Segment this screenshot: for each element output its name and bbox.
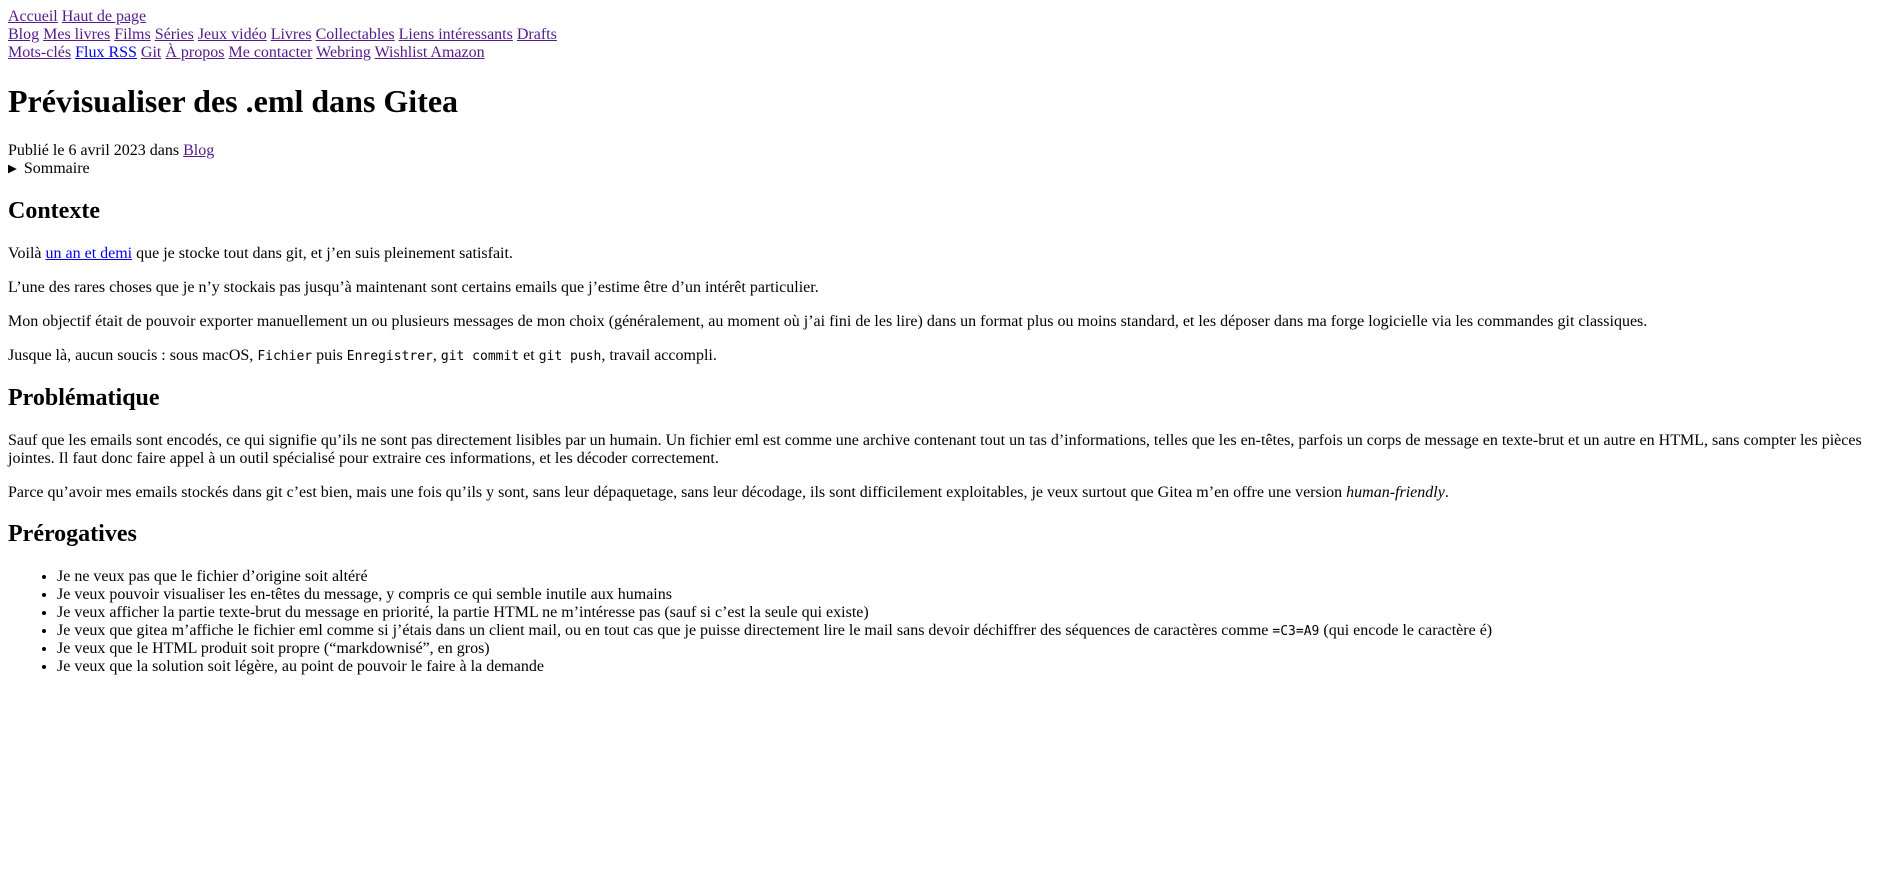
section-prerogatives [8, 521, 1869, 676]
nav-link-mes-livres[interactable]: Mes livres [43, 26, 111, 43]
text-run: Sauf que les emails sont encodés, ce qui signifie qu’ils ne sont pas directement lisibles par un humain. Un fichier eml est comme une archive contenant tout un tas d’informations, telles que les en-têtes, parfois un corps de message en texte-brut et un autre en HTML, sans compter les pièces jointes. Il faut donc faire appel à un outil spécialisé pour extraire ces informations, et les décoder correctement. [8, 431, 1862, 467]
text-run: Je veux que gitea m’affiche le fichier eml comme si j’étais dans un client mail, ou en tout cas que je puisse directement lire le mail sans devoir déchiffrer des séquences de caractères comme [57, 622, 1273, 640]
text-run: Mon objectif était de pouvoir exporter manuellement un ou plusieurs messages de mon choix (généralement, au moment où j’ai fini de les lire) dans un format plus ou moins standard, et les déposer dans ma forge logicielle via les commandes git classiques. [8, 312, 1648, 330]
text-run: , [432, 346, 441, 364]
nav-link-jeux-video[interactable]: Jeux vidéo [197, 26, 267, 43]
text-run: , travail accompli. [601, 346, 717, 364]
nav-link-a-propos[interactable]: À propos [165, 44, 225, 61]
inline-code: git commit [440, 348, 520, 364]
nav-row-meta [8, 44, 1869, 62]
text-run: Jusque là, aucun soucis : sous macOS, [8, 346, 258, 364]
nav-link-blog[interactable]: Blog [8, 26, 40, 43]
text-run: puis [312, 346, 347, 364]
text-run: Je veux que la solution soit légère, au point de pouvoir le faire à la demande [57, 658, 544, 676]
text-run: Je veux pouvoir visualiser les en-têtes du message, y compris ce qui semble inutile aux humains [57, 586, 672, 604]
section-heading: Prérogatives [8, 521, 137, 548]
section-heading: Problématique [8, 384, 160, 411]
paragraph [8, 245, 1869, 263]
list-item [57, 586, 1869, 604]
nav-link-git[interactable]: Git [140, 44, 162, 61]
section-content [8, 432, 1869, 502]
toc-summary[interactable] [8, 160, 1869, 178]
inline-code: Enregistrer [346, 348, 433, 364]
paragraph [8, 313, 1869, 331]
paragraph [8, 347, 1869, 365]
text-run: L’une des rares choses que je n’y stockais pas jusqu’à maintenant sont certains emails que j’estime être d’un intérêt particulier. [8, 278, 819, 296]
text-run: Voilà [8, 244, 46, 262]
post-category-link[interactable]: Blog [183, 141, 215, 159]
page-title: Prévisualiser des .eml dans Gitea [8, 83, 459, 120]
nav-link-accueil[interactable]: Accueil [8, 8, 58, 25]
text-run: Je veux que le HTML produit soit propre (“markdownisé”, en gros) [57, 640, 490, 658]
disclosure-triangle-icon: ▶ [8, 160, 17, 175]
section-heading: Contexte [8, 197, 100, 224]
nav-link-wishlist-amazon[interactable]: Wishlist Amazon [374, 44, 485, 61]
list-item [57, 640, 1869, 658]
text-run: Je ne veux pas que le fichier d’origine soit altéré [57, 568, 368, 586]
article [8, 83, 1869, 676]
section-problematique [8, 385, 1869, 502]
text-run: que je stocke tout dans git, et j’en suis pleinement satisfait. [132, 244, 513, 262]
nav-link-flux-rss[interactable]: Flux RSS [75, 44, 137, 61]
inline-code: Fichier [257, 348, 313, 364]
paragraph [8, 279, 1869, 297]
toc-details [8, 160, 1869, 178]
paragraph [8, 484, 1869, 502]
section-contexte [8, 198, 1869, 365]
nav-link-films[interactable]: Films [114, 26, 151, 43]
inline-code: git push [538, 348, 602, 364]
nav-link-me-contacter[interactable]: Me contacter [228, 44, 313, 61]
text-run: Je veux afficher la partie texte-brut du message en priorité, la partie HTML ne m’intéresse pas (sauf si c’est la seule qui existe) [57, 604, 869, 622]
nav-link-haut-de-page[interactable]: Haut de page [61, 8, 147, 25]
nav-link-drafts[interactable]: Drafts [516, 26, 557, 43]
text-run: . [1444, 483, 1449, 501]
text-run: et [519, 346, 539, 364]
inline-link[interactable]: un an et demi [45, 244, 133, 262]
nav-link-webring[interactable]: Webring [316, 44, 371, 61]
nav-link-livres[interactable]: Livres [270, 26, 312, 43]
nav-link-collectables[interactable]: Collectables [315, 26, 395, 43]
paragraph [8, 432, 1869, 468]
text-run: (qui encode le caractère é) [1319, 622, 1493, 640]
post-meta [8, 142, 1869, 160]
toc-summary-label: Sommaire [23, 159, 90, 177]
nav-link-liens-interessants[interactable]: Liens intéressants [398, 26, 513, 43]
section-content [8, 568, 1869, 676]
nav-row-top [8, 8, 1869, 26]
list-item [57, 658, 1869, 676]
nav-link-series[interactable]: Séries [154, 26, 194, 43]
text-run: Parce qu’avoir mes emails stockés dans git c’est bien, mais une fois qu’ils y sont, sans leur dépaquetage, sans leur décodage, ils sont difficilement exploitables, je veux surtout que Gitea m’en offre une version [8, 483, 1347, 501]
emphasis-text: human-friendly [1346, 483, 1445, 501]
inline-code: =C3=A9 [1272, 624, 1320, 640]
list-item [57, 622, 1869, 640]
section-content [8, 245, 1869, 365]
nav-link-mots-cles[interactable]: Mots-clés [8, 44, 72, 61]
list-item [57, 568, 1869, 586]
site-nav [8, 8, 1869, 62]
nav-row-categories [8, 26, 1869, 44]
list-item [57, 604, 1869, 622]
bullet-list [8, 568, 1869, 676]
published-text: Publié le 6 avril 2023 dans [8, 141, 184, 159]
